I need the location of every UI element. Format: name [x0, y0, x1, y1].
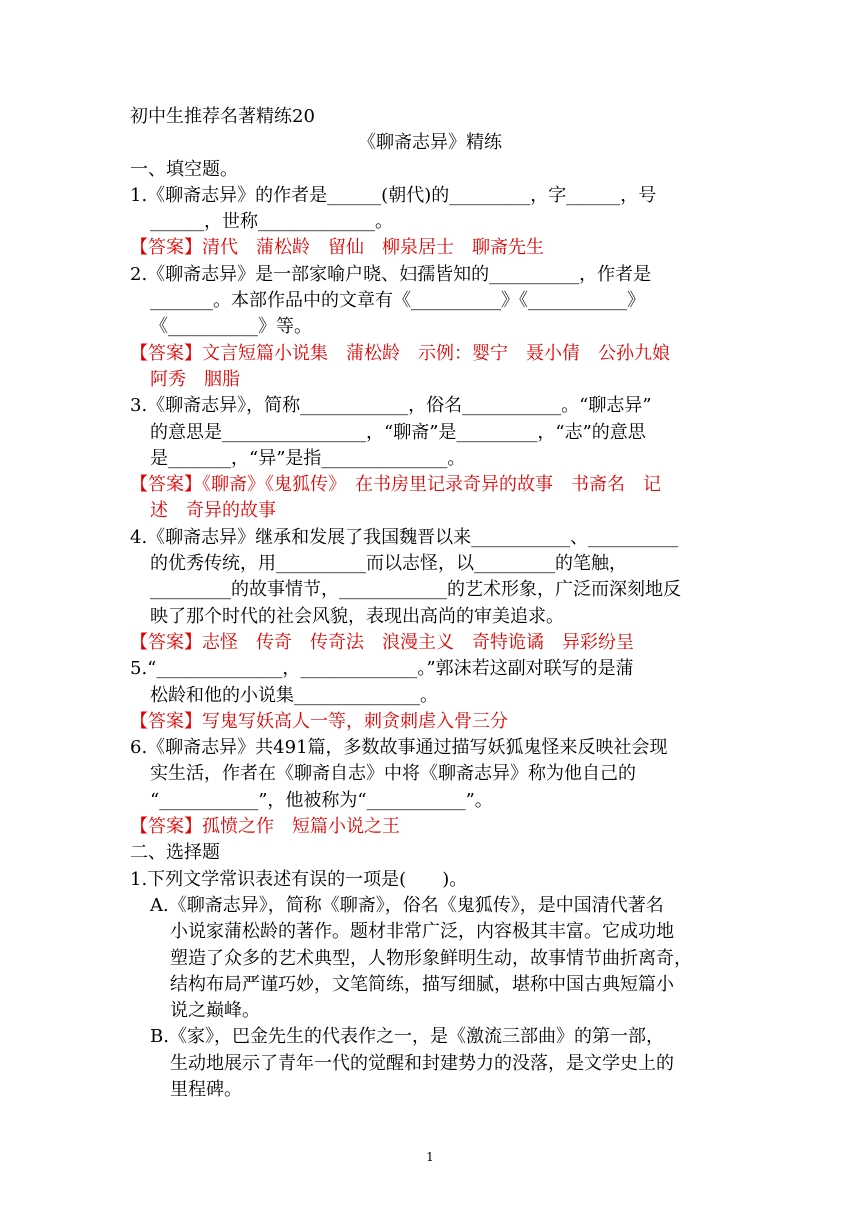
answer-line: [130, 814, 730, 840]
question-line: 4.《聊斋志异》继承和发展了我国魏晋以来___________、__________: [130, 526, 679, 548]
page-number: 1: [426, 1150, 434, 1164]
answer-line: [130, 630, 730, 656]
answer-line: [130, 341, 730, 367]
question-line: 2.《聊斋志异》是一部家喻户晓、妇孺皆知的__________，作者是: [130, 263, 652, 285]
option-b-line: B.《家》，巴金先生的代表作之一，是《激流三部曲》的第一部，: [150, 1026, 664, 1048]
answer-line: [130, 709, 730, 735]
answer-tag: 【答案】: [130, 342, 202, 364]
question-line: 的意思是________________，“聊斋”是_________，“志”的意思: [150, 421, 646, 443]
option-b-line: 生动地展示了青年一代的觉醒和封建势力的没落，是文学史上的: [170, 1052, 674, 1074]
question-line: 6.《聊斋志异》共491篇，多数故事通过描写妖狐鬼怪来反映社会现: [130, 737, 668, 759]
answer-text: 文言短篇小说集 蒲松龄 示例：婴宁 聂小倩 公孙九娘: [202, 342, 670, 364]
document-body: [130, 104, 730, 1103]
question-line: “___________”，他被称为“___________”。: [150, 789, 493, 811]
answer-line: [130, 235, 730, 261]
answer-tag: 【答案】: [130, 631, 202, 653]
question-line: 松龄和他的小说集______________。: [150, 684, 438, 706]
option-a-line: A.《聊斋志异》，简称《聊斋》，俗名《鬼狐传》，是中国清代著名: [150, 894, 664, 916]
option-a-line: 塑造了众多的艺术典型，人物形象鲜明生动，故事情节曲折离奇，: [170, 947, 692, 969]
question-stem: 1.下列文学常识表述有误的一项是( )。: [130, 868, 468, 890]
section-heading: 二、选择题: [130, 842, 220, 864]
answer-tag: 【答案】: [130, 474, 202, 496]
answer-line: 述 奇异的故事: [150, 500, 276, 522]
answer-text: 清代 蒲松龄 留仙 柳泉居士 聊斋先生: [202, 237, 544, 259]
doc-header: 初中生推荐名著精练20: [130, 106, 315, 127]
question-line: ______，世称_____________。: [150, 211, 393, 233]
question-line: 1.《聊斋志异》的作者是______(朝代)的_________，字______，号: [130, 184, 657, 206]
option-a-line: 结构布局严谨巧妙，文笔简练，描写细腻，堪称中国古典短篇小: [170, 973, 674, 995]
question-line: 3.《聊斋志异》，简称____________，俗名___________。“聊志异”: [130, 395, 652, 417]
answer-tag: 【答案】: [130, 710, 202, 732]
question-line: 是_______，“异”是指______________。: [150, 447, 466, 469]
question-line: 实生活，作者在《聊斋自志》中将《聊斋志异》称为他自己的: [150, 763, 636, 785]
answer-tag: 【答案】: [130, 237, 202, 259]
question-line: 映了那个时代的社会风貌，表现出高尚的审美追求。: [150, 605, 564, 627]
question-line: 5.“______________，_____________。”郭沫若这副对联写的是蒲: [130, 658, 634, 680]
answer-tag: 【答案】: [130, 816, 202, 838]
option-a-line: 说之巅峰。: [170, 1000, 260, 1022]
answer-line: 阿秀 胭脂: [150, 368, 240, 390]
option-a-line: 小说家蒲松龄的著作。题材非常广泛，内容极其丰富。它成功地: [170, 921, 674, 943]
question-line: _________的故事情节，____________的艺术形象，广泛而深刻地反: [150, 579, 681, 601]
answer-text: 志怪 传奇 传奇法 浪漫主义 奇特诡谲 异彩纷呈: [202, 631, 634, 653]
option-b-line: 里程碑。: [170, 1078, 242, 1100]
answer-line: [130, 472, 730, 498]
answer-text: 《聊斋》《鬼狐传》 在书房里记录奇异的故事 书斋名 记: [202, 474, 661, 496]
answer-text: 孤愤之作 短篇小说之王: [202, 816, 400, 838]
answer-text: 写鬼写妖高人一等，刺贪刺虐入骨三分: [202, 710, 508, 732]
question-line: 《__________》等。: [150, 316, 312, 338]
question-line: 的优秀传统，用__________而以志怪，以_________的笔触，: [150, 553, 627, 575]
doc-title: 《聊斋志异》精练: [358, 132, 502, 154]
section-heading: 一、填空题。: [130, 158, 238, 180]
question-line: _______。本部作品中的文章有《__________》《___________》: [150, 290, 645, 312]
